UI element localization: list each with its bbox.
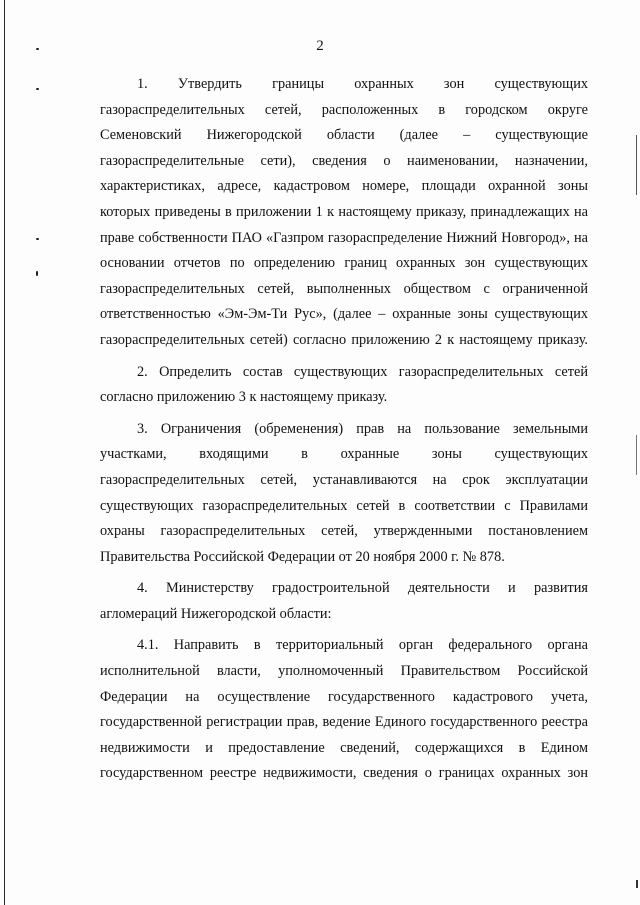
scan-corner-mark (636, 880, 638, 888)
document-body (100, 72, 588, 787)
scan-speck (36, 238, 39, 240)
paragraph-3-restrictions: 3. Ограничения (обременения) прав на пользование земельными участками, входящими в охранные зоны существующих газораспределительных сетей, устанавливаются на срок эксплуатации существующих газораспределительных сетей в соответствии с Правилами охраны газораспределительных сетей, утвержденными постановлением Правительства Российской Федерации от 20 ноября 2000 г. № 878. (100, 420, 588, 565)
scan-right-edge (636, 135, 637, 195)
scan-speck (36, 271, 38, 276)
scan-left-edge (4, 0, 5, 905)
scan-speck (36, 88, 39, 90)
paragraph-4-1-send-info: 4.1. Направить в территориальный орган федерального органа исполнительной власти, уполномоченный Правительством Российской Федерации на осуществление государственного кадастрового учета, государственной регистрации прав, ведение Единого государственного реестра недвижимости и предоставление сведений, содержащихся в Едином государственном реестре недвижимости, сведения о границах охранных зон (100, 637, 588, 782)
paragraph-2-define-composition: 2. Определить состав существующих газораспределительных сетей согласно приложению 3 к настоящему приказу. (100, 363, 588, 406)
scan-right-edge-mark (636, 435, 637, 475)
paragraph-4-ministry: 4. Министерству градостроительной деятельности и развития агломераций Нижегородской области: (100, 580, 588, 622)
page-number: 2 (316, 38, 324, 54)
paragraph-1-approve-boundaries: 1. Утвердить границы охранных зон существующих газораспределительных сетей, расположенных в городском округе Семеновский Нижегородской области (далее – существующие газораспределительные сети), сведения о наименовании, назначении, характеристиках, адресе, кадастровом номере, площади охранной зоны которых приведены в приложении 1 к настоящему приказу, принадлежащих на праве собственности ПАО «Газпром газораспределение Нижний Новгород», на основании отчетов по определению границ охранных зон существующих газораспределительных сетей, выполненных обществом с ограниченной ответственностью «Эм-Эм-Ти Рус», (далее – охранные зоны существующих газораспределительных сетей) согласно приложению 2 к настоящему приказу. (100, 76, 588, 348)
